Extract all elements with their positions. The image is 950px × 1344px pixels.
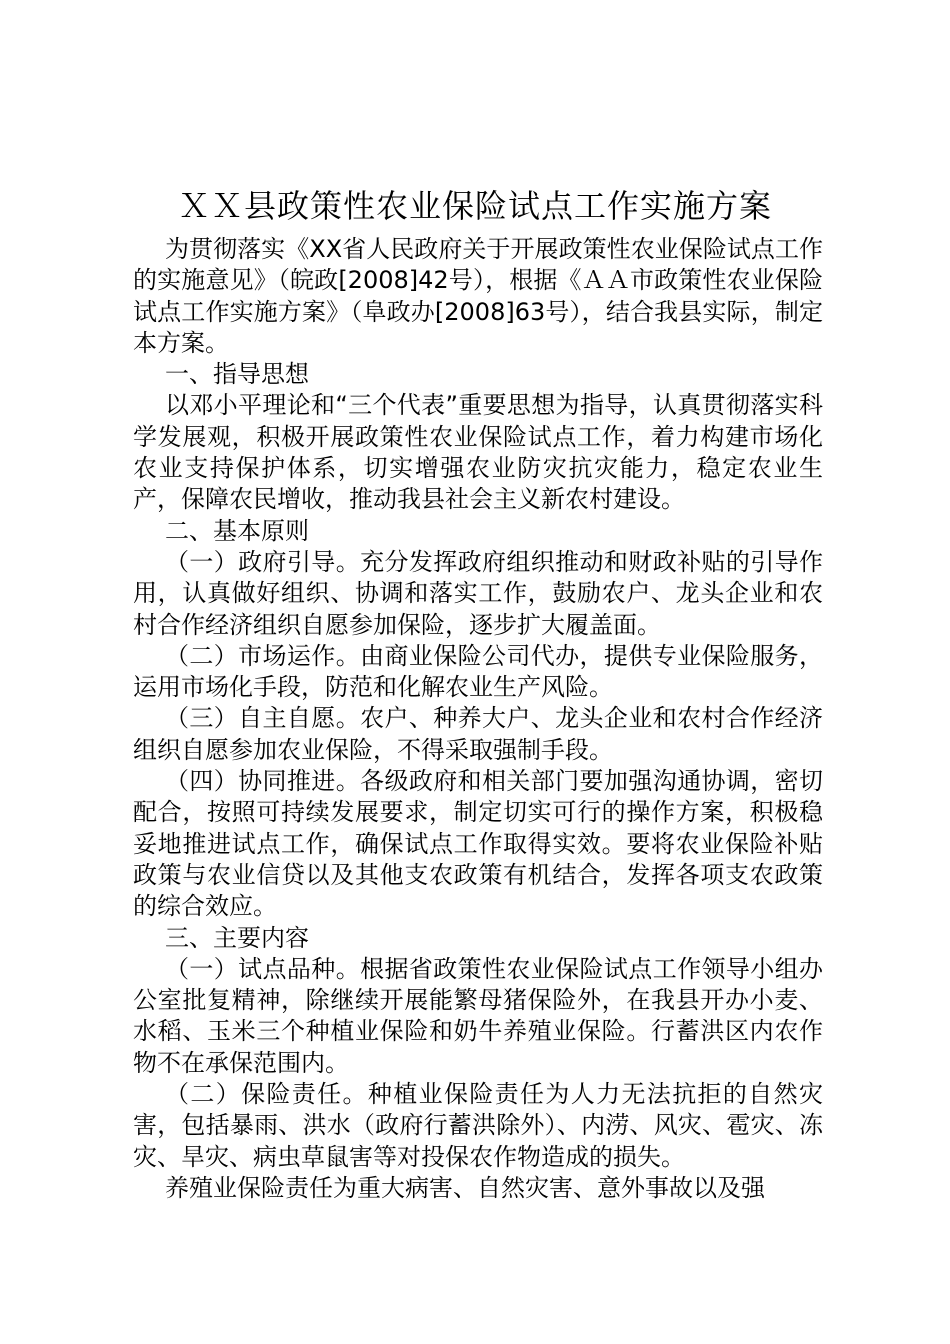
section-heading-main-content: 三、主要内容 (165, 923, 309, 952)
paragraph-principle-coordination: （四）协同推进。各级政府和相关部门要加强沟通协调，密切配合，按照可持续发展要求，制定切实可行的操作方案，积极稳妥地推进试点工作，确保试点工作取得实效。要将农业保险补贴政策与农业信贷以及其他支农政策有机结合，发挥各项支农政策的综合效应。 (133, 767, 823, 921)
document-title: ＸＸ县政策性农业保险试点工作实施方案 (177, 187, 772, 225)
paragraph-principle-voluntary: （三）自主自愿。农户、种养大户、龙头企业和农村合作经济组织自愿参加农业保险，不得采取强制手段。 (133, 704, 823, 764)
paragraph-livestock-liability: 养殖业保险责任为重大病害、自然灾害、意外事故以及强 (165, 1173, 765, 1202)
paragraph-principle-government-guidance: （一）政府引导。充分发挥政府组织推动和财政补贴的引导作用，认真做好组织、协调和落实工作，鼓励农户、龙头企业和农村合作经济组织自愿参加保险，逐步扩大履盖面。 (133, 547, 823, 639)
paragraph-intro: 为贯彻落实《XX省人民政府关于开展政策性农业保险试点工作的实施意见》（皖政[2008]42号），根据《ＡＡ市政策性农业保险试点工作实施方案》（阜政办[2008]63号），结合我县实际，制定本方案。 (133, 235, 823, 357)
paragraph-principle-market-operation: （二）市场运作。由商业保险公司代办，提供专业保险服务，运用市场化手段，防范和化解农业生产风险。 (133, 641, 823, 702)
paragraph-pilot-varieties: （一）试点品种。根据省政策性农业保险试点工作领导小组办公室批复精神，除继续开展能繁母猪保险外，在我县开办小麦、水稻、玉米三个种植业保险和奶牛养殖业保险。行蓄洪区内农作物不在承保范围内。 (133, 954, 823, 1077)
paragraph-guiding-ideology: 以邓小平理论和“三个代表”重要思想为指导，认真贯彻落实科学发展观，积极开展政策性农业保险试点工作，着力构建市场化农业支持保护体系，切实增强农业防灾抗灾能力，稳定农业生产，保障农民增收，推动我县社会主义新农村建设。 (133, 391, 823, 514)
document-body (133, 234, 823, 1204)
section-heading-guiding-ideology: 一、指导思想 (165, 360, 309, 389)
paragraph-insurance-liability: （二）保险责任。种植业保险责任为人力无法抗拒的自然灾害，包括暴雨、洪水（政府行蓄洪除外）、内涝、风灾、雹灾、冻灾、旱灾、病虫草鼠害等对投保农作物造成的损失。 (133, 1080, 823, 1171)
section-heading-basic-principles: 二、基本原则 (165, 516, 309, 545)
